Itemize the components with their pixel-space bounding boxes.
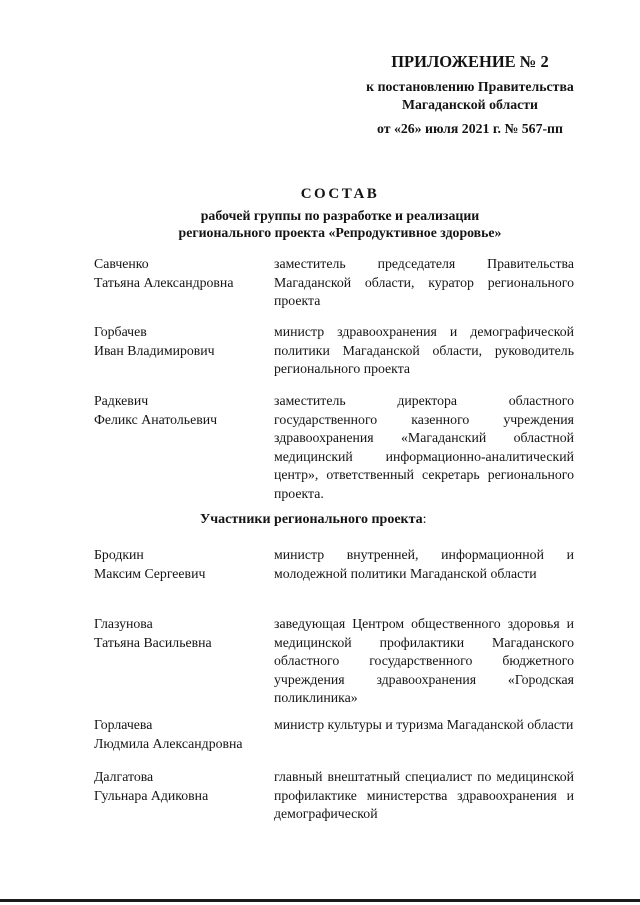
member-given-names: Феликс Анатольевич: [94, 411, 218, 427]
participants-heading-colon: :: [422, 512, 427, 527]
member-surname: Бродкин: [94, 547, 144, 562]
participants-heading-text: Участники регионального проекта: [200, 512, 423, 527]
document-subtitle-line-2: регионального проекта «Репродуктивное здоровье»: [178, 225, 502, 240]
member-given-names: Гульнара Адиковна: [94, 787, 209, 803]
member-surname: Далгатова: [94, 769, 154, 784]
member-surname: Радкевич: [94, 393, 149, 408]
document-subtitle: [60, 207, 620, 241]
appendix-line-2: Магаданской области: [401, 97, 539, 112]
member-role: заместитель директора областного государственного казенного учреждения здравоохранения «Магаданский областной медицинский информационно-аналитический центр», ответственный секретарь регионального проекта.: [274, 393, 574, 501]
member-surname: Горлачева: [94, 717, 153, 732]
member-given-names: Татьяна Александровна: [94, 274, 234, 290]
document-title: СОСТАВ: [300, 186, 380, 202]
member-given-names: Максим Сергеевич: [94, 565, 206, 581]
appendix-line-3: от «26» июля 2021 г. № 567-пп: [377, 121, 563, 136]
member-surname: Глазунова: [94, 616, 153, 631]
member-given-names: Иван Владимирович: [94, 342, 215, 358]
member-name: [94, 546, 269, 583]
member-name: [94, 716, 269, 753]
document-subtitle-line-1: рабочей группы по разработке и реализации: [200, 208, 480, 223]
page-bottom-rule: [0, 899, 640, 902]
member-role: министр здравоохранения и демографической политики Магаданской области, руководитель регионального проекта: [274, 324, 574, 376]
member-name: [94, 392, 269, 429]
appendix-line-1: к постановлению Правительства: [366, 79, 574, 94]
member-name: [94, 768, 269, 805]
member-given-names: Татьяна Васильевна: [94, 634, 212, 650]
appendix-block: [340, 52, 600, 138]
member-name: [94, 255, 269, 292]
member-role: заместитель председателя Правительства Магаданской области, куратор регионального проекта: [274, 256, 574, 308]
member-role: министр внутренней, информационной и молодежной политики Магаданской области: [274, 547, 574, 581]
member-given-names: Людмила Александровна: [94, 735, 243, 751]
member-surname: Горбачев: [94, 324, 147, 339]
participants-heading: [200, 512, 427, 528]
member-name: [94, 323, 269, 360]
member-surname: Савченко: [94, 256, 149, 271]
member-role: главный внештатный специалист по медицинской профилактике министерства здравоохранения и демографической: [274, 769, 574, 821]
member-name: [94, 615, 269, 652]
appendix-title: ПРИЛОЖЕНИЕ № 2: [391, 52, 549, 71]
member-role: министр культуры и туризма Магаданской области: [274, 717, 574, 732]
member-role: заведующая Центром общественного здоровья и медицинской профилактики Магаданского областного государственного бюджетного учреждения здравоохранения «Городская поликлиника»: [274, 616, 574, 705]
